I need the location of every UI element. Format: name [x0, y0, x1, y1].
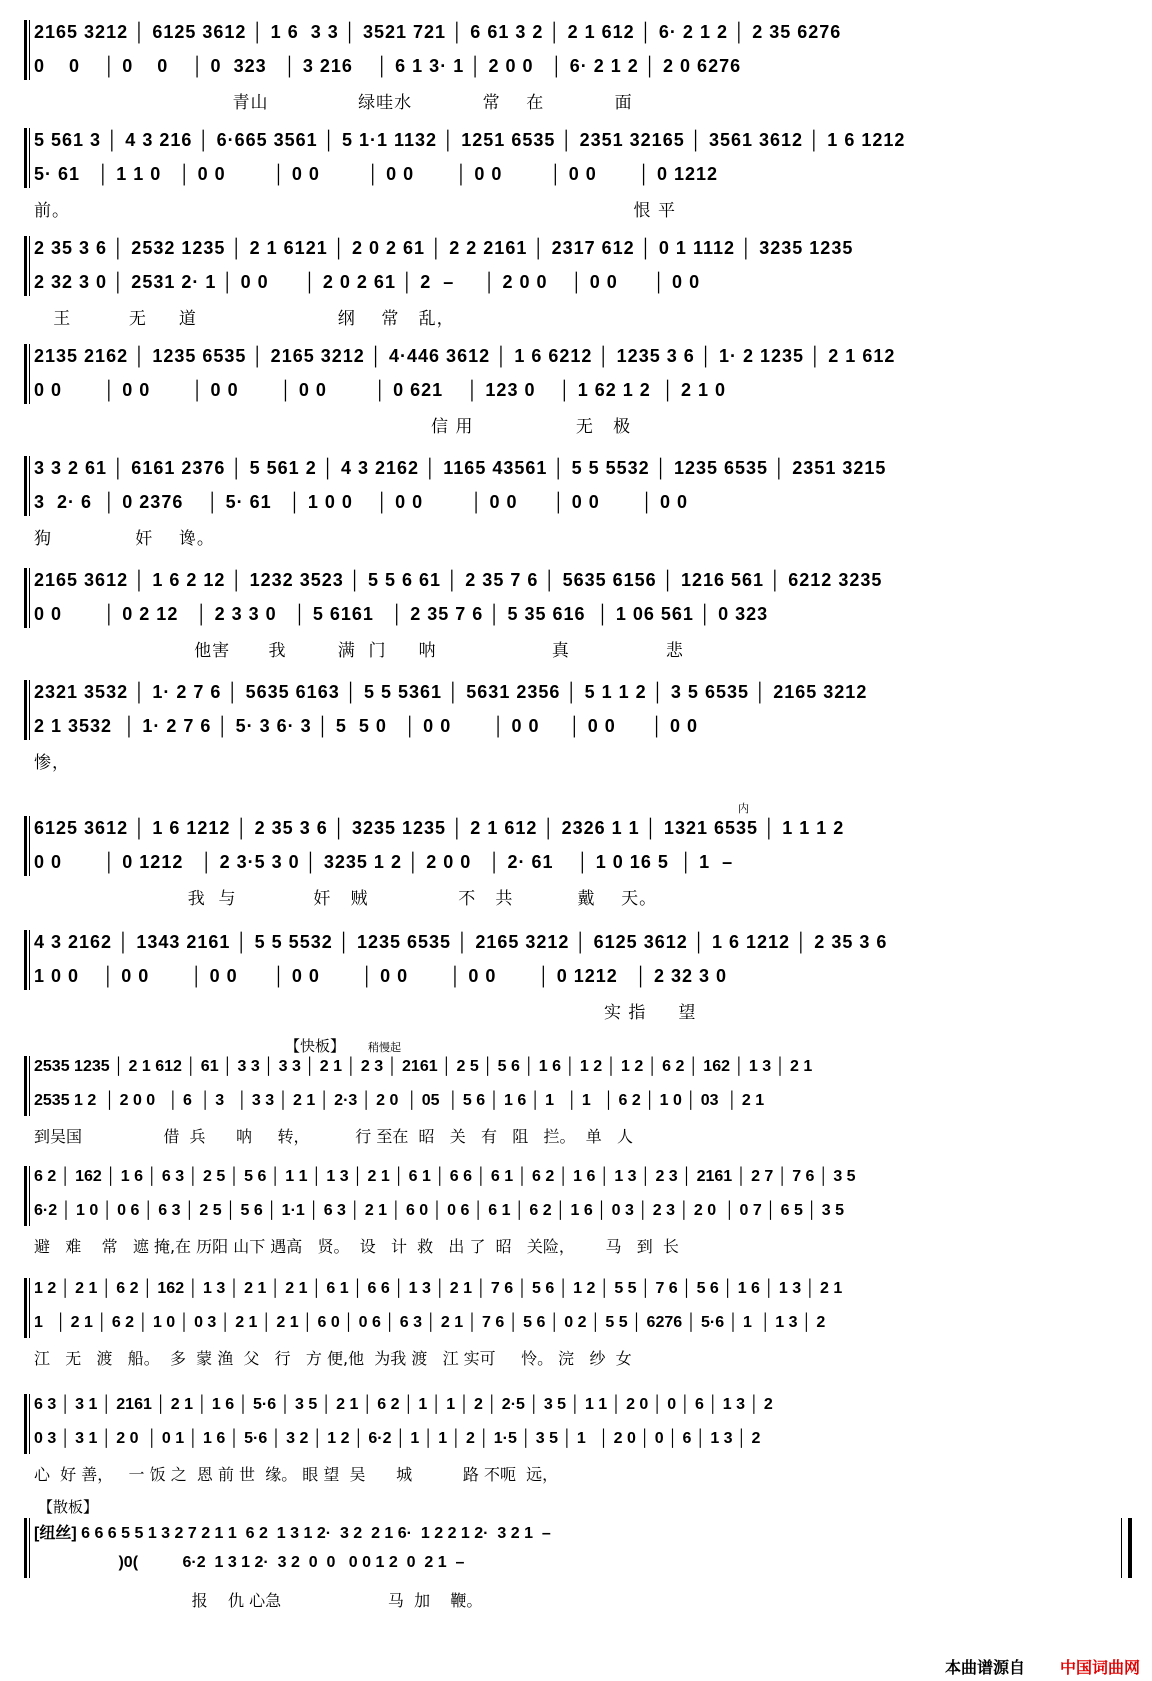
lyrics-line: 青山 绿哇水 常 在 面 [34, 93, 633, 113]
score-system [24, 814, 1130, 910]
upper-staff: 1 2 │ 2 1 │ 6 2 │ 162 │ 1 3 │ 2 1 │ 2 1 │ 6 1 │ 6 6 │ 1 3 │ 2 1 │ 7 6 │ 5 6 │ 1 2 │ 5 5 │ 7 6 │ 5 6 │ 1 6 │ 1 3 │ 2 1 [34, 1280, 843, 1297]
lyrics-line: 狗 奸 谗。 [34, 529, 215, 549]
upper-staff: [纽丝] 6 6 6 5 5 1 3 2 7 2 1 1 6 2 1 3 1 2· 3 2 2 1 6· 1 2 2 1 2· 3 2 1 – [34, 1525, 551, 1542]
tempo-note: 稍慢起 [368, 1041, 401, 1054]
upper-staff: 5 561 3 │ 4 3 216 │ 6·665 3561 │ 5 1·1 1132 │ 1251 6535 │ 2351 32165 │ 3561 3612 │ 1 6 1212 [34, 130, 906, 150]
lyrics-line: 他害 我 满 门 呐 真 悲 [34, 641, 684, 661]
score-system [24, 566, 1130, 662]
upper-staff: 3 3 2 61 │ 6161 2376 │ 5 561 2 │ 4 3 2162 │ 1165 43561 │ 5 5 5532 │ 1235 6535 │ 2351 3215 [34, 458, 887, 478]
lower-staff: 0 0 │ 0 1212 │ 2 3·5 3 0 │ 3235 1 2 │ 2 0 0 │ 2· 61 │ 1 0 16 5 │ 1 – [34, 852, 734, 872]
upper-staff: 2321 3532 │ 1· 2 7 6 │ 5635 6163 │ 5 5 5361 │ 5631 2356 │ 5 1 1 2 │ 3 5 6535 │ 2165 3212 [34, 682, 868, 702]
upper-staff: 2 35 3 6 │ 2532 1235 │ 2 1 6121 │ 2 0 2 61 │ 2 2 2161 │ 2317 612 │ 0 1 1112 │ 3235 1235 [34, 238, 854, 258]
final-barline-thin [1121, 1518, 1122, 1578]
lyrics-line: 我 与 奸 贼 不 共 戴 天。 [34, 889, 658, 909]
upper-staff: 6125 3612 │ 1 6 1212 │ 2 35 3 6 │ 3235 1235 │ 2 1 612 │ 2326 1 1 │ 1321 6535 │ 1 1 1 2 [34, 818, 845, 838]
score-system [24, 1516, 1130, 1620]
lower-staff: 0 0 │ 0 0 │ 0 0 │ 0 0 │ 0 621 │ 123 0 │ 1 62 1 2 │ 2 1 0 [34, 380, 727, 400]
lyrics-line: 前。 恨 平 [34, 201, 676, 221]
upper-staff: 2165 3212 │ 6125 3612 │ 1 6 3 3 │ 3521 721 │ 6 61 3 2 │ 2 1 612 │ 6· 2 1 2 │ 2 35 6276 [34, 22, 842, 42]
lower-staff: 5· 61 │ 1 1 0 │ 0 0 │ 0 0 │ 0 0 │ 0 0 │ 0 0 │ 0 1212 [34, 164, 719, 184]
lyrics-line: 报 仇 心急 马 加 鞭。 [34, 1591, 483, 1610]
score-system [24, 1392, 1130, 1488]
score-system [24, 1276, 1130, 1372]
lyrics-line: 惨， [34, 753, 70, 773]
score-system [24, 928, 1130, 1024]
upper-staff: 2535 1235 │ 2 1 612 │ 61 │ 3 3 │ 3 3 │ 2 1 │ 2 3 │ 2161 │ 2 5 │ 5 6 │ 1 6 │ 1 2 │ 1 2 │ 6 2 │ 162 │ 1 3 │ 2 1 [34, 1058, 813, 1075]
score-system [24, 234, 1130, 330]
score-system [24, 678, 1130, 774]
lyrics-line: 信 用 无 极 [34, 417, 632, 437]
lower-staff: 2 32 3 0 │ 2531 2· 1 │ 0 0 │ 2 0 2 61 │ 2 – │ 2 0 0 │ 0 0 │ 0 0 [34, 272, 701, 292]
lyrics-line: 到吴国 借 兵 呐 转， 行 至在 昭 关 有 阻 拦。 单 人 [34, 1127, 633, 1146]
tempo-label-sanban: 【散板】 [38, 1498, 99, 1516]
score-system [24, 126, 1130, 222]
lyrics-line: 心 好 善， 一 饭 之 恩 前 世 缘。 眼 望 吴 城 路 不呃 远， [34, 1465, 559, 1484]
lyrics-line: 江 无 渡 船。 多 蒙 渔 父 行 方 便,他 为我 渡 江 实可 怜。 浣 纱 女 [34, 1349, 632, 1368]
upper-staff: 2135 2162 │ 1235 6535 │ 2165 3212 │ 4·446 3612 │ 1 6 6212 │ 1235 3 6 │ 1· 2 1235 │ 2 1 612 [34, 346, 896, 366]
lower-staff: 2 1 3532 │ 1· 2 7 6 │ 5· 3 6· 3 │ 5 5 0 │ 0 0 │ 0 0 │ 0 0 │ 0 0 [34, 716, 699, 736]
lyrics-line: 王 无 道 纲 常 乱， [34, 309, 455, 329]
upper-staff: 6 2 │ 162 │ 1 6 │ 6 3 │ 2 5 │ 5 6 │ 1 1 │ 1 3 │ 2 1 │ 6 1 │ 6 6 │ 6 1 │ 6 2 │ 1 6 │ 1 3 │ 2 3 │ 2161 │ 2 7 │ 7 6 │ 3 5 [34, 1168, 856, 1185]
lower-staff: 6·2 │ 1 0 │ 0 6 │ 6 3 │ 2 5 │ 5 6 │ 1·1 │ 6 3 │ 2 1 │ 6 0 │ 0 6 │ 6 1 │ 6 2 │ 1 6 │ 0 3 │ 2 3 │ 2 0 │ 0 7 │ 6 5 │ 3 5 [34, 1202, 844, 1219]
final-barline [1128, 1518, 1132, 1578]
lower-staff: 1 │ 2 1 │ 6 2 │ 1 0 │ 0 3 │ 2 1 │ 2 1 │ 6 0 │ 0 6 │ 6 3 │ 2 1 │ 7 6 │ 5 6 │ 0 2 │ 5 5 │ 6276 │ 5·6 │ 1 │ 1 3 │ 2 [34, 1314, 826, 1331]
upper-staff: 6 3 │ 3 1 │ 2161 │ 2 1 │ 1 6 │ 5·6 │ 3 5 │ 2 1 │ 6 2 │ 1 │ 1 │ 2 │ 2·5 │ 3 5 │ 1 1 │ 2 0 │ 0 │ 6 │ 1 3 │ 2 [34, 1396, 773, 1413]
lower-staff: 0 0 │ 0 0 │ 0 323 │ 3 216 │ 6 1 3· 1 │ 2 0 0 │ 6· 2 1 2 │ 2 0 6276 [34, 56, 742, 76]
lower-staff: 3 2· 6 │ 0 2376 │ 5· 61 │ 1 0 0 │ 0 0 │ 0 0 │ 0 0 │ 0 0 [34, 492, 689, 512]
upper-staff: 2165 3612 │ 1 6 2 12 │ 1232 3523 │ 5 5 6 61 │ 2 35 7 6 │ 5635 6156 │ 1216 561 │ 6212 3235 [34, 570, 883, 590]
footer-site-link[interactable]: 中国词曲网 [1060, 1658, 1141, 1677]
score-system [24, 18, 1130, 114]
score-system [24, 1164, 1130, 1260]
lyrics-line: 实 指 望 [34, 1003, 697, 1023]
footer-source-label: 本曲谱源自 [945, 1658, 1026, 1677]
lower-staff: 2535 1 2 │ 2 0 0 │ 6 │ 3 │ 3 3 │ 2 1 │ 2·3 │ 2 0 │ 05 │ 5 6 │ 1 6 │ 1 │ 1 │ 6 2 │ 1 0 │ 03 │ 2 1 [34, 1092, 765, 1109]
lower-staff: 1 0 0 │ 0 0 │ 0 0 │ 0 0 │ 0 0 │ 0 0 │ 0 1212 │ 2 32 3 0 [34, 966, 728, 986]
score-system [24, 1054, 1130, 1150]
score-system [24, 454, 1130, 550]
lower-staff: 0 0 │ 0 2 12 │ 2 3 3 0 │ 5 6161 │ 2 35 7 6 │ 5 35 616 │ 1 06 561 │ 0 323 [34, 604, 769, 624]
nei-marker: 内 [738, 802, 749, 815]
lyrics-line: 避 难 常 遮 掩,在 历阳 山下 遇高 贤。 设 计 救 出 了 昭 关险， 马 到 长 [34, 1237, 679, 1256]
lower-staff: )0( 6·2 1 3 1 2· 3 2 0 0 0 0 1 2 0 2 1 – [34, 1554, 465, 1571]
tempo-label-kuaiban: 【快板】 [285, 1037, 346, 1055]
lower-staff: 0 3 │ 3 1 │ 2 0 │ 0 1 │ 1 6 │ 5·6 │ 3 2 │ 1 2 │ 6·2 │ 1 │ 1 │ 2 │ 1·5 │ 3 5 │ 1 │ 2 0 │ 0 │ 6 │ 1 3 │ 2 [34, 1430, 761, 1447]
score-system [24, 342, 1130, 438]
upper-staff: 4 3 2162 │ 1343 2161 │ 5 5 5532 │ 1235 6535 │ 2165 3212 │ 6125 3612 │ 1 6 1212 │ 2 35 3 6 [34, 932, 888, 952]
